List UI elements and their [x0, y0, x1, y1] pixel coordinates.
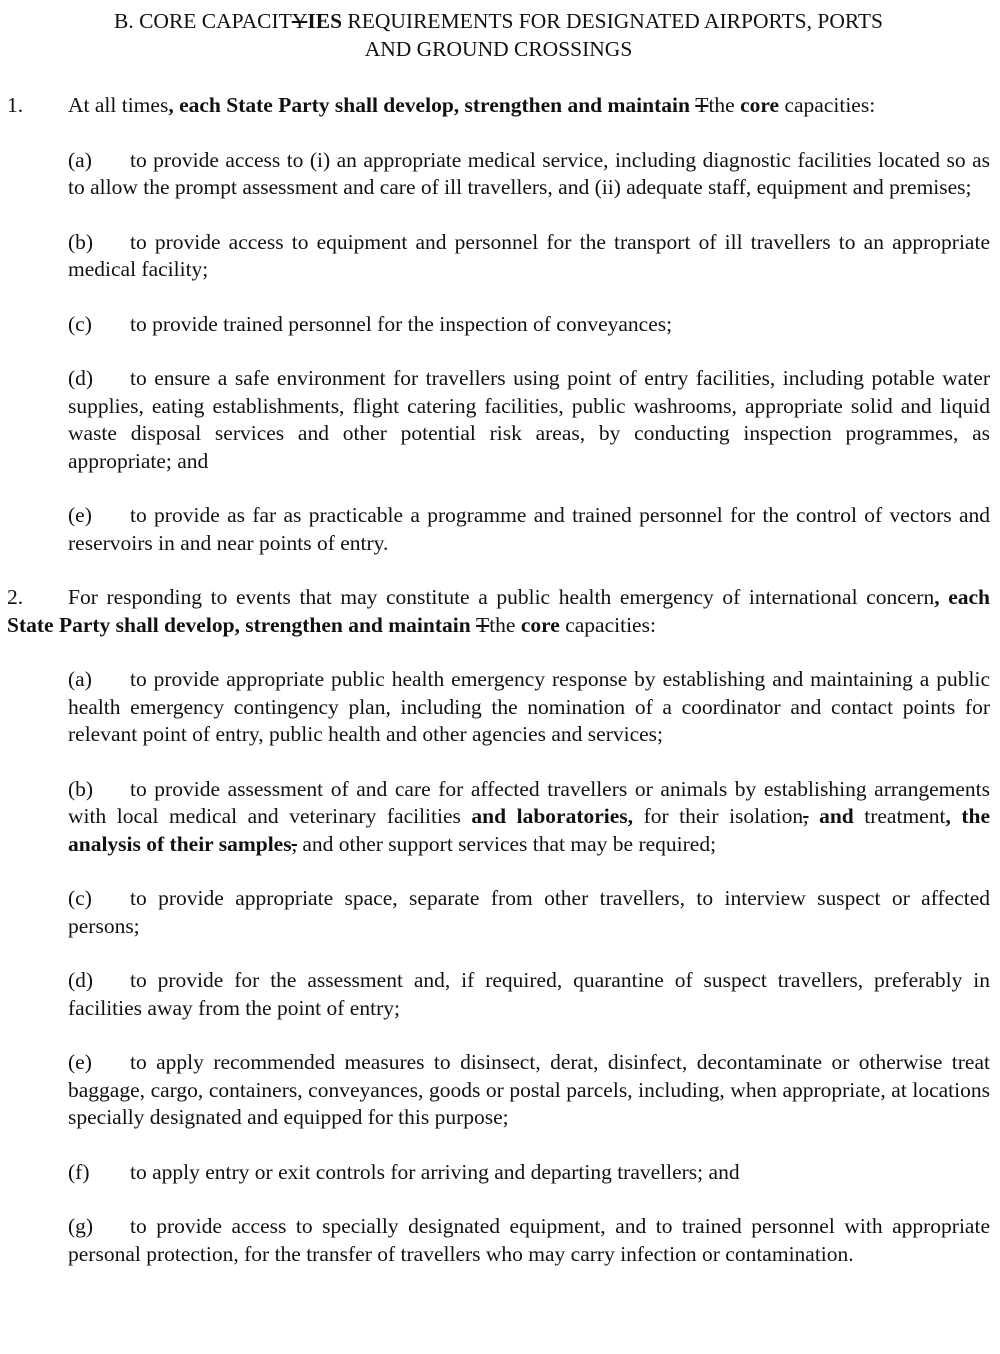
- subparagraph-letter: (b): [68, 229, 94, 254]
- subparagraph-text: for their isolation: [633, 804, 804, 828]
- section-heading: [7, 8, 990, 63]
- paragraph-text: the: [708, 93, 741, 117]
- subparagraph-letter: (f): [68, 1159, 90, 1184]
- subparagraph-letter: (d): [68, 968, 94, 992]
- subparagraph-1e: [68, 502, 990, 557]
- paragraph-text: capacities:: [559, 612, 656, 637]
- subparagraph-1a: [68, 147, 990, 202]
- subparagraph-inserted-text: , the analysis of their samples: [68, 804, 991, 856]
- paragraph-text: For responding to events that may constitute a public health emergency of international concern: [68, 585, 935, 609]
- heading-text-1: B. CORE CAPACIT: [114, 9, 292, 33]
- subparagraph-text: to apply recommended measures to disinsect, derat, disinfect, decontaminate or otherwise treat baggage, cargo, containers, conveyances, goods or postal parcels, including, when appropriate, at locations specially designated and equipped for this purpose;: [68, 1050, 990, 1129]
- subparagraph-text: to provide access to (i) an appropriate medical service, including diagnostic facilities located so as to allow the prompt assessment and care of ill travellers, and (ii) adequate staff, equipment and premises;: [68, 147, 990, 199]
- subparagraph-2e: [68, 1049, 990, 1132]
- subparagraph-2a: [68, 666, 990, 749]
- paragraph-text: At all times: [68, 93, 169, 117]
- subparagraph-2b: [68, 776, 990, 859]
- subparagraph-text: to ensure a safe environment for travellers using point of entry facilities, including potable water supplies, eating establishments, flight catering facilities, public washrooms, appropriate solid and liquid waste disposal services and other potential risk areas, by conducting inspection programmes, as appropriate; and: [68, 366, 990, 473]
- subparagraph-1d: [68, 365, 990, 475]
- paragraph-inserted-text: , each State Party shall develop, strengthen and maintain: [7, 585, 990, 637]
- subparagraph-text: treatment: [853, 804, 946, 828]
- subparagraph-2c: [68, 885, 990, 940]
- subparagraph-letter: (g): [68, 1214, 94, 1238]
- subparagraph-text: to provide appropriate space, separate from other travellers, to interview suspect or affected persons;: [68, 886, 990, 938]
- subparagraph-inserted-text: and laboratories,: [471, 804, 634, 828]
- heading-inserted-text: IES: [307, 9, 343, 33]
- paragraph-text: capacities:: [779, 93, 876, 117]
- heading-text-2: REQUIREMENTS FOR DESIGNATED AIRPORTS, PORTS: [342, 9, 883, 33]
- subparagraph-letter: (c): [68, 886, 92, 910]
- subparagraph-letter: (a): [68, 147, 92, 172]
- subparagraph-letter: (c): [68, 311, 92, 336]
- paragraph-text: the: [489, 612, 521, 637]
- subparagraph-1c: [68, 311, 990, 339]
- subparagraph-letter: (e): [68, 1050, 92, 1074]
- paragraph-inserted-text: , each State Party shall develop, strengthen and maintain: [168, 93, 696, 117]
- subparagraph-letter: (e): [68, 503, 92, 527]
- subparagraph-text: to provide appropriate public health emergency response by establishing and maintaining a public health emergency contingency plan, including the nomination of a coordinator and contact points for relevant point of entry, public health and other agencies and services;: [68, 667, 990, 746]
- subparagraph-2g: [68, 1213, 990, 1268]
- heading-deleted-text: Y: [291, 9, 308, 33]
- subparagraph-letter: (a): [68, 667, 92, 691]
- heading-line-2: AND GROUND CROSSINGS: [364, 36, 633, 61]
- subparagraph-text: to apply entry or exit controls for arriving and departing travellers; and: [130, 1159, 740, 1184]
- paragraph-number: 1.: [7, 93, 24, 117]
- subparagraph-letter: (d): [68, 366, 94, 390]
- heading-line-1: [7, 8, 990, 36]
- subparagraph-text: to provide for the assessment and, if required, quarantine of suspect travellers, preferably in facilities away from the point of entry;: [68, 968, 990, 1020]
- subparagraph-text: to provide access to equipment and personnel for the transport of ill travellers to an appropriate medical facility;: [68, 229, 990, 281]
- subparagraph-text: to provide trained personnel for the inspection of conveyances;: [130, 311, 673, 336]
- paragraph-inserted-text: core: [520, 612, 560, 637]
- subparagraph-text: to provide as far as practicable a programme and trained personnel for the control of vectors and reservoirs in and near points of entry.: [68, 503, 990, 555]
- subparagraph-text: [809, 804, 820, 828]
- subparagraph-letter: (b): [68, 776, 94, 801]
- subparagraph-inserted-text: and: [819, 804, 854, 828]
- subparagraph-text: and other support services that may be required;: [296, 831, 717, 856]
- paragraph-deleted-text: T: [695, 93, 709, 117]
- paragraph-inserted-text: core: [740, 93, 780, 117]
- subparagraph-text: to provide access to specially designated equipment, and to trained personnel with appropriate personal protection, for the transfer of travellers who may carry infection or contamination.: [68, 1214, 990, 1266]
- subparagraph-2f: [68, 1159, 990, 1187]
- subparagraph-1b: [68, 229, 990, 284]
- paragraph-deleted-text: T: [476, 612, 490, 637]
- subparagraph-deleted-text: ,: [803, 804, 809, 828]
- paragraph-1: [7, 92, 990, 120]
- paragraph-2: [7, 584, 990, 639]
- subparagraph-deleted-text: ,: [291, 831, 297, 856]
- subparagraph-text: to provide assessment of and care for affected travellers or animals by establishing arrangements with local medical and veterinary facilities: [68, 776, 990, 828]
- paragraph-number: 2.: [7, 585, 24, 609]
- subparagraph-2d: [68, 967, 990, 1022]
